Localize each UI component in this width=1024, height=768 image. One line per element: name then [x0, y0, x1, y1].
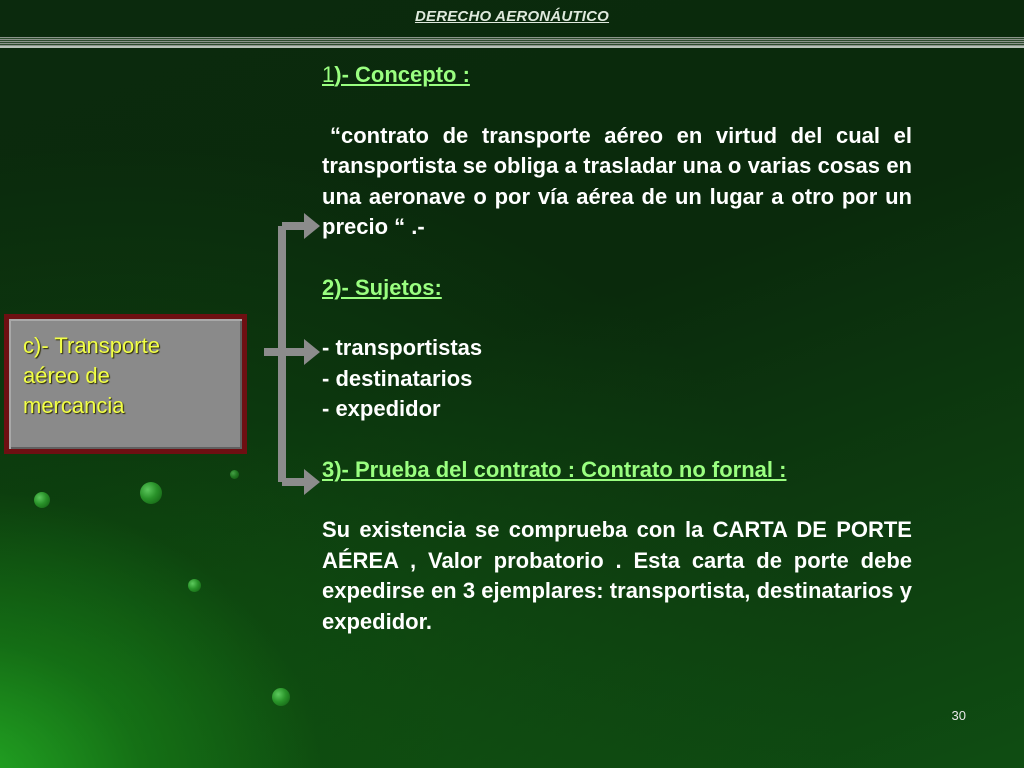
decorative-bubble [140, 482, 162, 504]
header-divider [0, 37, 1024, 46]
spacer [322, 243, 912, 273]
header-divider-highlight [0, 46, 1024, 48]
section-heading-sujetos: 2)- Sujetos: [322, 274, 442, 300]
section-heading-concepto [322, 60, 912, 91]
list-item: - expedidor [322, 396, 441, 421]
spacer [322, 425, 912, 455]
section-body-concepto: “contrato de transporte aéreo en virtud del cual el transportista se obliga a trasladar una o varias cosas en una aeronave o por vía aérea de un lugar a otro por un precio “ .- [322, 122, 912, 239]
section-body-prueba: Su existencia se comprueba con la CARTA DE PORTE AÉREA , Valor probatorio . Esta carta de porte debe expedirse en 3 ejemplares: transportista, destinatarios y expedidor. [322, 517, 912, 634]
list-item: - transportistas [322, 335, 483, 360]
spacer [322, 485, 912, 515]
page-header-title: DERECHO AERONÁUTICO [414, 8, 610, 25]
main-content [322, 60, 912, 637]
section-heading-prueba: 3)- Prueba del contrato : Contrato no fornal : [322, 456, 787, 482]
arrow-head-middle [304, 339, 320, 365]
arrow-head-top [304, 213, 320, 239]
topic-box [4, 314, 247, 454]
topic-label-line: c)- Transporte [23, 333, 160, 358]
arrow-head-bottom [304, 469, 320, 495]
page-number: 30 [951, 708, 966, 723]
spacer [322, 91, 912, 121]
decorative-bubble [34, 492, 50, 508]
list-item: - destinatarios [322, 365, 473, 391]
section-title: )- Concepto : [334, 62, 470, 87]
decorative-bubble [272, 688, 290, 706]
section-number: 1 [322, 62, 335, 87]
topic-label-line: aéreo de [23, 363, 110, 388]
decorative-bubble [188, 579, 201, 592]
decorative-bubble [230, 470, 239, 479]
topic-label-line: mercancia [23, 393, 125, 418]
spacer [322, 303, 912, 333]
topic-label [23, 331, 233, 421]
